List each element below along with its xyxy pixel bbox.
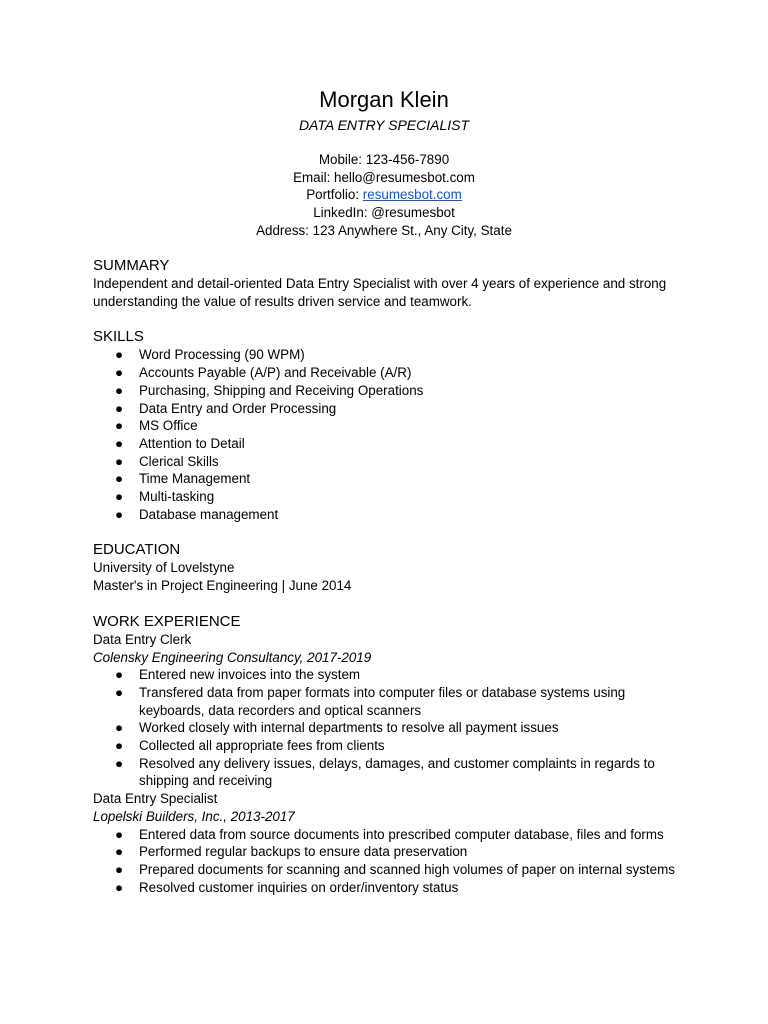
list-item xyxy=(93,470,683,488)
bullet-icon: ● xyxy=(115,720,124,736)
duty-text: Transfered data from paper formats into computer files or database systems using keyboards, data recorders and optical scanners xyxy=(139,684,626,718)
list-item xyxy=(93,684,683,719)
skill-text: Word Processing (90 WPM) xyxy=(139,347,305,363)
bullet-icon: ● xyxy=(115,826,124,842)
duty-text: Resolved any delivery issues, delays, damages, and customer complaints in regards to shipping and receiving xyxy=(139,755,655,789)
education-heading: EDUCATION xyxy=(93,541,181,559)
bullet-icon: ● xyxy=(115,738,124,754)
portfolio-label: Portfolio: xyxy=(306,187,363,203)
duty-text: Resolved customer inquiries on order/inventory status xyxy=(139,879,459,895)
job-role: Data Entry Specialist xyxy=(93,791,218,807)
list-item xyxy=(93,488,683,506)
resume-body xyxy=(93,256,683,913)
duty-text: Prepared documents for scanning and scanned high volumes of paper on internal systems xyxy=(139,861,675,877)
duty-text: Performed regular backups to ensure data preservation xyxy=(139,844,468,860)
bullet-icon: ● xyxy=(115,667,124,683)
address-line: Address: 123 Anywhere St., Any City, State xyxy=(256,222,512,238)
list-item xyxy=(93,719,683,737)
linkedin-line: LinkedIn: @resumesbot xyxy=(313,205,455,221)
skills-section xyxy=(93,327,683,523)
job-role: Data Entry Clerk xyxy=(93,631,192,647)
portfolio-line xyxy=(0,186,768,204)
education-section xyxy=(93,540,683,594)
bullet-icon: ● xyxy=(115,471,124,487)
experience-section xyxy=(93,612,683,897)
skill-text: Attention to Detail xyxy=(139,435,245,451)
duty-text: Collected all appropriate fees from clients xyxy=(139,738,385,754)
list-item xyxy=(93,826,683,844)
list-item xyxy=(93,755,683,790)
list-item xyxy=(93,346,683,364)
summary-text: Independent and detail-oriented Data Entry Specialist with over 4 years of experience and strong understanding the value of results driven service and teamwork. xyxy=(93,276,667,309)
bullet-icon: ● xyxy=(115,347,124,363)
list-item xyxy=(93,737,683,755)
list-item xyxy=(93,417,683,435)
skill-text: Accounts Payable (A/P) and Receivable (A/R) xyxy=(139,365,412,381)
list-item xyxy=(93,861,683,879)
bullet-icon: ● xyxy=(115,435,124,451)
bullet-icon: ● xyxy=(115,879,124,895)
job-title: DATA ENTRY SPECIALIST xyxy=(298,117,470,133)
job-company: Lopelski Builders, Inc., 2013-2017 xyxy=(93,808,295,824)
portfolio-link[interactable]: resumesbot.com xyxy=(362,187,462,203)
list-item xyxy=(93,666,683,684)
bullet-icon: ● xyxy=(115,365,124,381)
skill-text: Multi-tasking xyxy=(139,489,215,505)
bullet-icon: ● xyxy=(115,418,124,434)
skill-text: Clerical Skills xyxy=(139,453,219,469)
list-item xyxy=(93,506,683,524)
experience-heading: WORK EXPERIENCE xyxy=(93,612,241,630)
bullet-icon: ● xyxy=(115,844,124,860)
bullet-icon: ● xyxy=(115,382,124,398)
summary-heading: SUMMARY xyxy=(93,257,170,274)
bullet-icon: ● xyxy=(115,489,124,505)
bullet-icon: ● xyxy=(115,861,124,877)
contact-block xyxy=(0,151,768,240)
bullet-icon: ● xyxy=(115,755,124,771)
bullet-icon: ● xyxy=(115,506,124,522)
candidate-name: Morgan Klein xyxy=(319,87,449,112)
mobile-line: Mobile: 123-456-7890 xyxy=(318,152,450,167)
list-item xyxy=(93,843,683,861)
bullet-icon: ● xyxy=(115,400,124,416)
list-item xyxy=(93,400,683,418)
list-item xyxy=(93,453,683,471)
skills-heading: SKILLS xyxy=(93,328,144,346)
skill-text: Time Management xyxy=(139,471,251,487)
job-entry xyxy=(93,790,683,896)
skill-text: MS Office xyxy=(139,418,198,434)
skills-list xyxy=(93,346,683,523)
email-line: Email: hello@resumesbot.com xyxy=(293,169,475,185)
skill-text: Purchasing, Shipping and Receiving Operations xyxy=(139,382,424,398)
bullet-icon: ● xyxy=(115,684,124,700)
resume-header xyxy=(0,86,768,240)
degree-line: Master's in Project Engineering | June 2014 xyxy=(93,578,352,594)
skill-text: Data Entry and Order Processing xyxy=(139,400,337,416)
list-item xyxy=(93,435,683,453)
list-item xyxy=(93,382,683,400)
bullet-icon: ● xyxy=(115,453,124,469)
job-duties-list xyxy=(93,666,683,790)
duty-text: Worked closely with internal departments to resolve all payment issues xyxy=(139,720,559,736)
summary-section xyxy=(93,256,683,310)
duty-text: Entered new invoices into the system xyxy=(139,667,361,683)
skill-text: Database management xyxy=(139,506,279,522)
job-entry xyxy=(93,631,683,790)
duty-text: Entered data from source documents into prescribed computer database, files and forms xyxy=(139,826,664,842)
job-company: Colensky Engineering Consultancy, 2017-2019 xyxy=(93,649,372,665)
school-name: University of Lovelstyne xyxy=(93,560,235,576)
job-duties-list xyxy=(93,826,683,897)
list-item xyxy=(93,879,683,897)
list-item xyxy=(93,364,683,382)
